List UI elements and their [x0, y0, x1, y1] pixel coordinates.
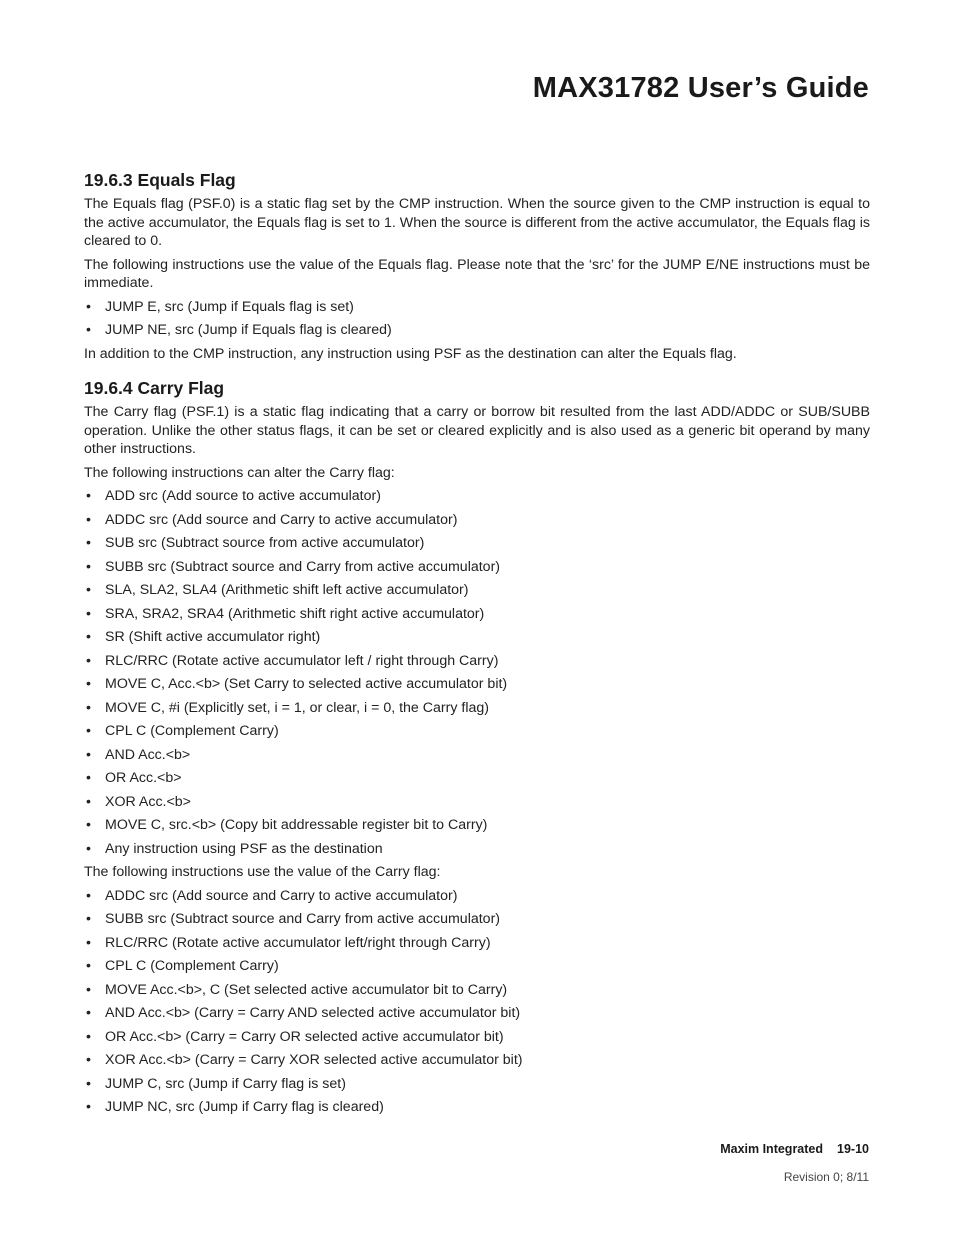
- list-item: • XOR Acc.<b>: [86, 793, 191, 810]
- list-item: • SR (Shift active accumulator right): [86, 629, 321, 645]
- carry-flag-use-list: [84, 887, 870, 1117]
- bullet-icon: •: [86, 934, 91, 951]
- bullet-icon: •: [86, 817, 91, 833]
- carry-flag-description: The Carry flag (PSF.1) is a static flag indicating that a carry or borrow bit resulted from the last ADD/ADDC or SUB/SUBB operation. Unlike the other status flags, it can be set or cleared explicitly and is also used as a generic bit operand by many other instructions.: [84, 404, 870, 457]
- list-item: • AND Acc.<b>: [86, 746, 191, 763]
- equals-flag-usage-intro: The following instructions use the value of the Equals flag. Please note that the ‘src’ for the JUMP E/NE instructions must be immediate.: [84, 256, 870, 291]
- bullet-icon: •: [86, 723, 91, 739]
- bullet-icon: •: [86, 1028, 91, 1045]
- bullet-icon: •: [86, 793, 91, 810]
- bullet-icon: •: [86, 1075, 91, 1092]
- section-heading-carry-flag: 19.6.4 Carry Flag: [84, 378, 225, 398]
- list-item: • Any instruction using PSF as the destination: [86, 840, 383, 857]
- list-item: • SLA, SLA2, SLA4 (Arithmetic shift left active accumulator): [86, 582, 469, 598]
- equals-flag-description: The Equals flag (PSF.0) is a static flag set by the CMP instruction. When the source given to the CMP instruction is equal to the active accumulator, the Equals flag is set to 1. When the source is different from the active accumulator, the Equals flag is cleared to 0.: [84, 196, 870, 249]
- list-item: • MOVE C, #i (Explicitly set, i = 1, or clear, i = 0, the Carry flag): [86, 699, 489, 716]
- document-title: MAX31782 User’s Guide: [532, 72, 869, 104]
- bullet-icon: •: [86, 840, 91, 857]
- list-item: • OR Acc.<b>: [86, 770, 182, 786]
- carry-flag-use-intro: The following instructions use the value of the Carry flag:: [84, 864, 441, 880]
- list-item: • RLC/RRC (Rotate active accumulator left/right through Carry): [86, 934, 491, 951]
- bullet-icon: •: [86, 298, 91, 315]
- bullet-icon: •: [86, 629, 91, 645]
- list-item: • AND Acc.<b> (Carry = Carry AND selected active accumulator bit): [86, 1005, 521, 1021]
- bullet-icon: •: [86, 911, 91, 927]
- list-item: • MOVE C, Acc.<b> (Set Carry to selected active accumulator bit): [86, 676, 508, 692]
- bullet-icon: •: [86, 1005, 91, 1021]
- footer-brand-name: Maxim Integrated: [720, 1142, 824, 1156]
- list-item: • XOR Acc.<b> (Carry = Carry XOR selected active accumulator bit): [86, 1052, 523, 1068]
- bullet-icon: •: [86, 558, 91, 575]
- list-item: • ADD src (Add source to active accumulator): [86, 488, 381, 504]
- bullet-icon: •: [86, 511, 91, 528]
- bullet-icon: •: [86, 699, 91, 716]
- list-item: • SUB src (Subtract source from active accumulator): [86, 535, 425, 551]
- list-item: • SUBB src (Subtract source and Carry from active accumulator): [86, 558, 501, 575]
- list-item: • SRA, SRA2, SRA4 (Arithmetic shift right active accumulator): [86, 605, 485, 622]
- equals-flag-note: In addition to the CMP instruction, any instruction using PSF as the destination can alter the Equals flag.: [84, 345, 737, 362]
- list-item: • RLC/RRC (Rotate active accumulator left / right through Carry): [86, 652, 499, 669]
- bullet-icon: •: [86, 605, 91, 622]
- list-item: • SUBB src (Subtract source and Carry from active accumulator): [86, 911, 501, 927]
- bullet-icon: •: [86, 582, 91, 598]
- list-item: • CPL C (Complement Carry): [86, 958, 279, 974]
- bullet-icon: •: [86, 746, 91, 763]
- bullet-icon: •: [86, 488, 91, 504]
- list-item: • JUMP NE, src (Jump if Equals flag is cleared): [86, 322, 392, 338]
- carry-flag-alter-list: [84, 487, 870, 858]
- list-item: • ADDC src (Add source and Carry to active accumulator): [86, 511, 458, 528]
- list-item: • JUMP C, src (Jump if Carry flag is set): [86, 1075, 346, 1092]
- footer-page-number: 19-10: [837, 1142, 869, 1156]
- list-item: • ADDC src (Add source and Carry to active accumulator): [86, 887, 458, 904]
- bullet-icon: •: [86, 322, 91, 338]
- page-content: [84, 168, 870, 1122]
- bullet-icon: •: [86, 887, 91, 904]
- list-item: • JUMP E, src (Jump if Equals flag is set): [86, 298, 354, 315]
- bullet-icon: •: [86, 535, 91, 551]
- bullet-icon: •: [86, 652, 91, 669]
- footer-page-id: [720, 1142, 869, 1156]
- list-item: • CPL C (Complement Carry): [86, 723, 279, 739]
- list-item: • MOVE Acc.<b>, C (Set selected active accumulator bit to Carry): [86, 981, 508, 998]
- bullet-icon: •: [86, 981, 91, 998]
- bullet-icon: •: [86, 676, 91, 692]
- section-heading-equals-flag: 19.6.3 Equals Flag: [84, 170, 236, 190]
- list-item: • JUMP NC, src (Jump if Carry flag is cleared): [86, 1099, 384, 1115]
- carry-flag-alter-intro: The following instructions can alter the Carry flag:: [84, 464, 395, 481]
- footer-revision: Revision 0; 8/11: [783, 1170, 869, 1184]
- bullet-icon: •: [86, 1099, 91, 1115]
- bullet-icon: •: [86, 958, 91, 974]
- list-item: • OR Acc.<b> (Carry = Carry OR selected active accumulator bit): [86, 1028, 504, 1045]
- equals-flag-instruction-list: [84, 298, 870, 340]
- list-item: • MOVE C, src.<b> (Copy bit addressable register bit to Carry): [86, 817, 488, 833]
- bullet-icon: •: [86, 1052, 91, 1068]
- bullet-icon: •: [86, 770, 91, 786]
